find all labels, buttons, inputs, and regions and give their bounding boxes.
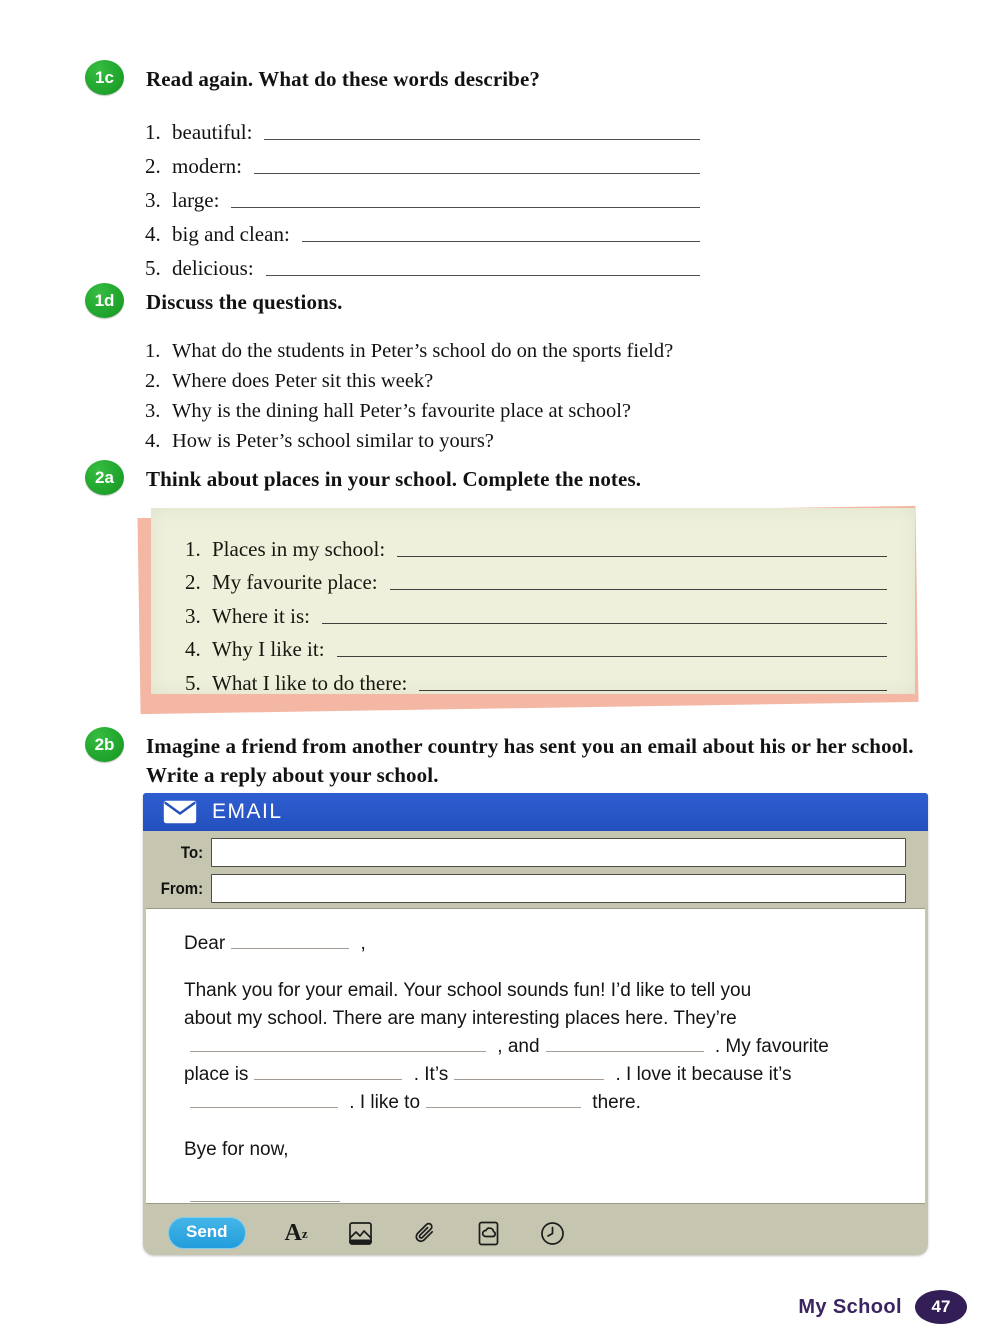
item-number: 1.	[185, 536, 201, 561]
activity-1c-title: Read again. What do these words describe?	[146, 67, 540, 91]
item-label: delicious:	[172, 256, 254, 280]
item-label: Why I like it:	[212, 637, 325, 661]
item-number: 4.	[185, 637, 201, 661]
item-label: My favourite place:	[212, 570, 378, 594]
email-body-line	[184, 933, 887, 961]
item-number: 2.	[185, 570, 201, 594]
fill-in-blank	[254, 1065, 402, 1080]
notes-card-paper	[151, 508, 915, 694]
item-number: 2.	[145, 370, 161, 392]
page-number-badge: 47	[915, 1290, 967, 1324]
item-number: 5.	[185, 670, 201, 695]
from-row	[143, 874, 906, 903]
notes-card	[143, 508, 915, 706]
activity-1c	[85, 60, 700, 281]
fill-in-blank	[546, 1037, 704, 1052]
attachment-icon[interactable]	[411, 1220, 438, 1247]
image-icon[interactable]	[347, 1220, 374, 1247]
item-number: 3.	[145, 400, 161, 422]
list-item	[185, 528, 887, 562]
item-label: What do the students in Peter’s school do on the sports field?	[172, 340, 674, 362]
fill-in-line	[254, 172, 700, 174]
item-label: Where does Peter sit this week?	[172, 370, 434, 392]
email-header-title: EMAIL	[212, 800, 283, 823]
activity-badge-2b: 2b	[85, 727, 124, 762]
activity-1d-title: Discuss the questions.	[146, 290, 343, 314]
email-text-segment: about my school. There are many interesting places here. They’re	[184, 1008, 737, 1029]
item-number: 4.	[145, 430, 161, 452]
item-number: 1.	[145, 340, 161, 362]
fill-in-line	[322, 622, 887, 624]
list-item	[185, 629, 887, 663]
item-number: 4.	[145, 222, 161, 246]
email-text-segment: . My favourite	[709, 1036, 829, 1057]
list-item	[145, 393, 915, 423]
list-item	[145, 247, 700, 281]
list-item	[145, 111, 700, 145]
activity-2b	[85, 727, 930, 790]
fill-in-line	[419, 689, 887, 691]
fill-in-blank	[190, 1037, 486, 1052]
email-text-segment: Bye for now,	[184, 1139, 289, 1160]
footer-section-label: My School	[798, 1295, 902, 1318]
envelope-icon	[163, 800, 197, 824]
item-label: Where it is:	[212, 603, 310, 628]
word-list	[145, 111, 700, 281]
list-item	[145, 179, 700, 213]
fill-in-blank	[426, 1093, 581, 1108]
to-label: To:	[180, 842, 204, 862]
item-number: 5.	[145, 256, 161, 280]
email-text-segment: . I like to	[344, 1092, 421, 1113]
email-body-line	[184, 980, 887, 1008]
email-toolbar	[143, 1204, 928, 1249]
email-text-segment: ,	[355, 933, 366, 954]
fill-in-line	[264, 138, 700, 140]
fill-in-line	[390, 588, 887, 590]
activity-1d	[85, 283, 915, 453]
activity-2a-title: Think about places in your school. Complete the notes.	[146, 467, 642, 491]
fill-in-blank	[190, 1187, 340, 1202]
fill-in-line	[337, 655, 887, 657]
list-item	[145, 333, 915, 363]
email-header	[143, 793, 928, 831]
from-label: From:	[160, 878, 204, 898]
sort-az-icon[interactable]: A z	[284, 1220, 308, 1246]
activity-badge-1d: 1d	[85, 283, 124, 318]
email-body-line	[184, 1092, 887, 1120]
clock-icon[interactable]	[539, 1220, 566, 1247]
to-input[interactable]	[211, 838, 906, 867]
item-number: 3.	[185, 603, 201, 628]
email-panel	[143, 793, 928, 1255]
email-body-line	[184, 1036, 887, 1064]
activity-badge-2a: 2a	[85, 460, 124, 495]
activity-2a	[85, 460, 925, 710]
email-body-line	[184, 1139, 887, 1167]
fill-in-line	[397, 555, 887, 557]
list-item	[145, 213, 700, 247]
email-text-segment: . I love it because it’s	[610, 1064, 792, 1085]
activity-badge-1c: 1c	[85, 60, 124, 95]
email-body	[146, 908, 925, 1204]
from-input[interactable]	[211, 874, 906, 903]
notes-list	[185, 528, 887, 696]
email-text-segment: , and	[492, 1036, 540, 1057]
item-number: 1.	[145, 120, 161, 144]
email-text-segment: there.	[587, 1092, 641, 1113]
item-label: Places in my school:	[212, 536, 386, 561]
to-row	[143, 838, 906, 867]
email-text-segment: place is	[184, 1064, 249, 1085]
list-item	[145, 423, 915, 453]
item-label: beautiful:	[172, 120, 253, 144]
question-list	[145, 333, 915, 453]
email-address-fields	[143, 831, 928, 908]
email-body-line	[184, 1008, 887, 1036]
fill-in-line	[231, 206, 700, 208]
item-label: big and clean:	[172, 222, 290, 246]
page-footer	[798, 1290, 967, 1324]
cloud-document-icon[interactable]	[475, 1220, 502, 1247]
email-text-segment: Thank you for your email. Your school sounds fun! I’d like to tell you	[184, 980, 752, 1001]
fill-in-blank	[454, 1065, 604, 1080]
email-text-segment: Dear	[184, 933, 226, 954]
fill-in-line	[266, 274, 700, 276]
item-number: 3.	[145, 188, 161, 212]
item-label: large:	[172, 188, 220, 212]
fill-in-line	[302, 240, 700, 242]
fill-in-blank	[190, 1093, 338, 1108]
list-item	[185, 662, 887, 696]
list-item	[145, 145, 700, 179]
item-label: What I like to do there:	[212, 670, 408, 695]
email-body-line	[184, 1186, 887, 1204]
send-button[interactable]: Send	[168, 1217, 246, 1249]
email-text-segment: . It’s	[408, 1064, 449, 1085]
list-item	[145, 363, 915, 393]
fill-in-blank	[231, 934, 349, 949]
activity-2b-title: Imagine a friend from another country has sent you an email about his or her school. Write a reply about your school.	[146, 734, 914, 787]
email-body-line	[184, 1064, 887, 1092]
item-label: modern:	[172, 154, 242, 178]
list-item	[185, 595, 887, 629]
item-label: How is Peter’s school similar to yours?	[172, 430, 494, 452]
item-label: Why is the dining hall Peter’s favourite place at school?	[172, 400, 632, 422]
item-number: 2.	[145, 154, 161, 178]
list-item	[185, 562, 887, 596]
